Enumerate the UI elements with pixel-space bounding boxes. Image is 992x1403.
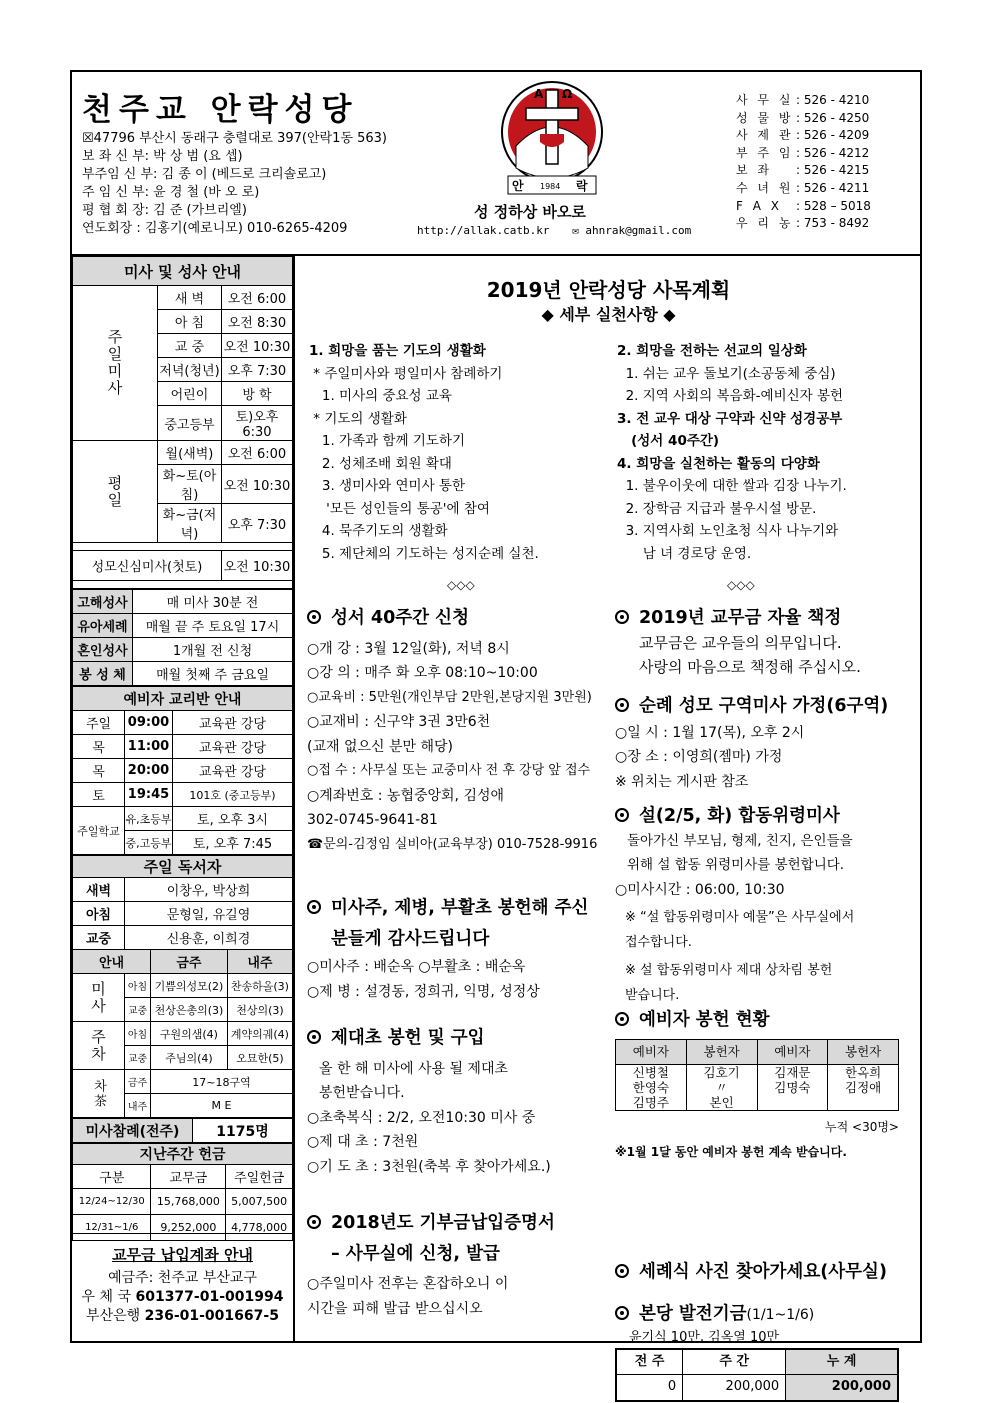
phone-number: : 753 - 8492 [796,216,870,231]
mass-name: 월(새벽) [158,441,222,465]
newyear-note: ※ “설 합동위령미사 예물”은 사무실에서 [625,910,855,925]
circle-bullet-icon [615,610,629,624]
catechumen-offer-table [615,1039,899,1112]
phone-row [736,162,871,180]
staff-line: 보 좌 신 부: 박 상 범 (요 셉) [82,149,243,164]
class-place: 교육관 강당 [173,711,293,735]
plan-subtitle: ◆ 세부 실천사항 ◆ [541,305,676,324]
mass-time: 오전 10:30 [221,465,292,504]
plan-item: (성서 40주간) [617,433,720,449]
newyear-note: ※ 설 합동위령미사 제대 상차림 봉헌 [625,963,833,978]
mass-name: 화~토(아침) [158,465,222,504]
fund-donors: 윤기식 10만, 김옥열 10만 [629,1329,780,1345]
mass-name: 저녁(청년) [158,358,222,382]
omega-text: Ω [562,87,573,101]
divider-right: ◇◇◇ [727,578,755,592]
catechumen-offer-section [615,1008,899,1164]
logo-year: 1984 [540,182,561,191]
duty-this: 주님의(4) [151,1046,228,1070]
visit-line: ○장 소 : 이영희(젬마) 가정 [615,749,783,765]
newyear-note: 받습니다. [625,987,680,1003]
phone-row [736,145,871,163]
reader-slot: 새벽 [73,878,125,902]
attendance-table [72,1118,293,1143]
spacer [73,581,293,589]
mail-icon: ✉ [572,224,579,237]
phone-row [736,110,871,128]
duty-slot: 내주 [125,1094,151,1118]
phone-label: 사 무 실 [736,93,794,107]
duty-this: 기쁨의성모(2) [151,974,228,998]
sacrament-value: 매 미사 30분 전 [133,590,293,614]
bank-account: 부산은행 236-01-001667-5 [86,1308,279,1324]
plan-item: 4. 묵주기도의 생활화 [309,523,448,539]
spacer [73,543,293,551]
mass-name: 교 중 [158,334,222,358]
phone-number: : 526 - 4250 [796,110,870,125]
mass-time: 방 학 [221,382,292,406]
phone-number: : 526 - 4209 [796,128,870,143]
fund-week: 200,000 [683,1375,786,1401]
plan-item: 남 녀 경로당 운영. [617,545,752,562]
staff-line: 평 협 회 장: 김 준 (가브리엘) [82,203,247,218]
plan-item: 4. 희망을 실천하는 활동의 다양화 [617,455,820,472]
bible-line: ☎문의-김정임 실비아(교육부장) 010-7528-9916 [307,836,598,852]
sunday-label: 주일미사 [73,286,158,441]
phone-label: 부 주 임 [736,145,794,160]
candle-line: ○제 대 초 : 7천원 [307,1134,419,1150]
fund-total: 200,000 [786,1375,898,1401]
class-time: 11:00 [125,735,173,759]
mass-time: 오전 10:30 [221,334,292,358]
duty-slot: 교중 [125,1046,151,1070]
attendance-label: 미사참례(전주) [73,1119,193,1143]
post-account: 우 체 국 601377-01-001994 [81,1289,284,1305]
offering-table [72,1143,293,1241]
offer-note: ※1월 1달 동안 예비자 봉헌 계속 받습니다. [615,1144,847,1159]
receipt-line: ○주일미사 전후는 혼잡하오니 이 [307,1276,509,1292]
circle-bullet-icon [615,1012,629,1026]
duty-this: 구원의샘(4) [151,1022,228,1046]
duty-tea-label: 차茶 [73,1070,125,1118]
plan-item: 3. 생미사와 연미사 통한 [309,478,465,494]
attendance-value: 1175명 [193,1119,293,1143]
address: ☒47796 부산시 동래구 충렬대로 397(안락1동 563) [82,131,387,146]
account-box [72,1233,293,1341]
phone-label: 우 리 농 [736,216,794,231]
candles-section [307,1026,551,1179]
sacrament-value: 1개월 전 신청 [133,638,293,662]
staff-line: 주 임 신 부: 윤 경 철 (바 오 로) [82,185,260,200]
offering-dues: 15,768,000 [151,1189,226,1215]
newyear-title: 설(2/5, 화) 합동위령미사 [615,804,854,829]
circle-bullet-icon [615,1264,629,1278]
plan-item: 2. 지역 사회의 복음화-예비신자 봉헌 [617,388,844,404]
class-time: 20:00 [125,759,173,783]
plan-item: 1. 불우이웃에 대한 쌀과 김장 나누기. [617,478,847,494]
phone-list [736,92,871,233]
sacrament-name: 고해성사 [73,590,133,614]
mass-time: 토)오후 6:30 [221,406,292,441]
circle-bullet-icon [615,698,629,712]
circle-bullet-icon [615,1306,629,1320]
offering-head: 주일헌금 [226,1165,293,1189]
offering-period: 12/31~1/6 [73,1215,151,1241]
offer-cell: 신병철 한영숙 김명주 [616,1065,687,1111]
fund-table [615,1348,899,1402]
visit-section [615,694,888,794]
donors-section [307,896,588,1004]
circle-bullet-icon [307,610,321,624]
plan-right-list [617,340,847,565]
offer-cell: 김호기 〃 본인 [686,1065,757,1111]
phone-row [736,92,871,110]
offering-period: 12/24~12/30 [73,1189,151,1215]
duty-next: 천상의(3) [227,998,292,1022]
mass-name: 새 벽 [158,286,222,310]
patron-saint: 성 정하상 바오로 [474,203,586,221]
plan-item: 1. 쉬는 교우 돌보기(소공동체 중심) [617,365,836,382]
staff-line: 연도회장 : 김홍기(예로니모) 010-6265-4209 [82,221,348,236]
sacrament-name: 유아세례 [73,614,133,638]
school-time: 토, 오후 3시 [173,807,293,831]
class-time: 09:00 [125,711,173,735]
header [72,72,920,256]
candle-line: ○초축복식 : 2/2, 오전10:30 미사 중 [307,1109,536,1126]
mass-time: 오후 7:30 [221,358,292,382]
duty-head: 내주 [227,950,292,974]
duty-mass-label: 미사 [73,974,125,1022]
donors-title-2: 분들게 감사드립니다 [331,928,490,949]
baptism-section [615,1260,887,1285]
alpha-text: A [534,87,544,101]
offer-head: 예비자 [616,1039,687,1065]
candle-line: 봉헌받습니다. [319,1085,405,1101]
contact-web [417,224,691,237]
school-name: 중,고등부 [125,831,173,855]
catechumen-table [72,686,293,855]
circle-bullet-icon [615,808,629,822]
duty-this: 천상은총의(3) [151,998,228,1022]
circle-bullet-icon [307,1215,321,1229]
class-day: 주일 [73,711,125,735]
phone-number: : 526 - 4215 [796,163,870,178]
tea-value: 17~18구역 [151,1070,293,1094]
sacrament-value: 매월 끝 주 토요일 17시 [133,614,293,638]
reader-names: 문형일, 유길영 [125,902,293,926]
catechumen-title: 예비자 교리반 안내 [73,687,293,711]
newyear-line: ○미사시간 : 06:00, 10:30 [615,881,785,898]
logo-right-text: 락 [576,179,588,193]
receipt-title-2: – 사무실에 신청, 발급 [331,1243,500,1264]
mass-time: 오전 6:00 [221,441,292,465]
candles-title: 제대초 봉헌 및 구입 [307,1026,551,1051]
receipt-line: 시간을 피해 발급 받으십시오 [307,1300,483,1317]
sacrament-table [72,589,293,686]
logo-left-text: 안 [512,179,524,193]
class-time: 19:45 [125,783,173,807]
fund-head: 누 계 [786,1349,898,1375]
phone-row [736,215,871,233]
duty-slot: 아침 [125,1022,151,1046]
donor-line: ○제 병 : 설경동, 정희귀, 익명, 성정상 [307,983,540,1000]
class-place: 교육관 강당 [173,735,293,759]
bible-line: ○개 강 : 3월 12일(화), 저녁 8시 [307,640,510,657]
offer-cell: 한옥희 김정애 [828,1065,899,1111]
newyear-section [615,804,854,1008]
bible-line: (교재 없으신 분만 해당) [307,738,453,755]
reader-slot: 교중 [73,926,125,950]
duty-slot: 아침 [125,974,151,998]
fund-prev: 0 [616,1375,683,1401]
class-day: 목 [73,759,125,783]
baptism-title: 세례식 사진 찾아가세요(사무실) [615,1260,887,1285]
plan-item: 1. 가족과 함께 기도하기 [309,433,465,449]
offer-cell: 김재문 김명숙 [757,1065,828,1111]
school-name: 유,초등부 [125,807,173,831]
plan-item: 1. 미사의 중요성 교육 [309,388,452,404]
bible-line: ○교재비 : 신구약 3권 3만6천 [307,714,491,730]
plan-title: 2019년 안락성당 사목계획 [486,278,731,302]
duty-slot: 금주 [125,1070,151,1094]
circle-bullet-icon [307,1030,321,1044]
plan-item: '모든 성인들의 통공'에 참여 [309,500,490,517]
candle-line: 올 한 해 미사에 사용 될 제대초 [319,1060,508,1077]
donors-title: 미사주, 제병, 부활초 봉헌해 주신 [307,896,588,921]
duty-car-label: 주차 [73,1022,125,1070]
phone-number: : 526 - 4211 [796,180,870,195]
bible-line: ○접 수 : 사무실 또는 교중미사 전 후 강당 앞 접수 [307,763,591,778]
offer-head: 봉헌자 [686,1039,757,1065]
offering-dues: 9,252,000 [151,1215,226,1241]
mass-table [72,256,293,589]
account-title: 교무금 납입계좌 안내 [112,1246,253,1264]
donor-line: ○미사주 : 배순옥 ○부활초 : 배순옥 [307,959,526,975]
bible-section [307,606,597,857]
offer-total: 누적 <30명> [825,1120,899,1134]
class-place: 교육관 강당 [173,759,293,783]
bible-line: 302-0745-9641-81 [307,812,438,828]
duty-slot: 교중 [125,998,151,1022]
readers-table [72,855,293,1118]
dues-section [615,606,861,680]
bulletin-frame [70,70,922,1394]
phone-row [736,198,871,216]
email-link[interactable]: ahnrak@gmail.com [585,224,692,237]
plan-item: * 기도의 생활화 [309,410,407,427]
sacrament-value: 매월 첫째 주 금요일 [133,662,293,686]
phone-number: : 526 - 4210 [796,93,870,107]
receipt-section [307,1211,555,1321]
fund-title: 본당 발전기금(1/1~1/6) [615,1302,899,1328]
reader-names: 이창우, 박상희 [125,878,293,902]
duty-next: 찬송하올(3) [227,974,292,998]
class-place: 101호 (중고등부) [173,783,293,807]
candle-line: ○기 도 초 : 3천원(축복 후 찾아가세요.) [307,1158,551,1175]
fund-head: 주 간 [683,1349,786,1375]
plan-item: * 주일미사와 평일미사 참례하기 [309,365,503,382]
phone-label: 보 좌 [736,163,772,178]
plan-item: 1. 희망을 품는 기도의 생활화 [309,343,486,359]
plan-item: 3. 지역사회 노인초청 식사 나누기와 [617,523,839,539]
phone-row [736,127,871,145]
phone-label: 사 제 관 [736,128,794,143]
bible-line: ○교육비 : 5만원(개인부담 2만원,본당지원 3만원) [307,689,592,705]
phone-label: 성 물 방 [736,110,794,125]
duty-head: 금주 [151,950,228,974]
bible-line: ○강 의 : 매주 화 오후 08:10~10:00 [307,665,538,681]
reader-slot: 아침 [73,902,125,926]
bible-title: 성서 40주간 신청 [307,606,597,631]
duty-next: 오묘한(5) [227,1046,292,1070]
weekday-label: 평일 [73,441,158,543]
visit-line: ○일 시 : 1월 17(목), 오후 2시 [615,724,805,741]
offering-sunday: 5,007,500 [226,1189,293,1215]
school-time: 토, 오후 7:45 [173,831,293,855]
phone-number: : 528 – 5018 [796,198,871,213]
mass-name: 중고등부 [158,406,222,441]
sacrament-name: 혼인성사 [73,638,133,662]
left-sidebar [72,256,295,1341]
heart-mass-name: 성모신심미사(첫토) [73,551,222,581]
dues-title: 2019년 교무금 자율 책정 [615,606,861,631]
dues-line: 사랑의 마음으로 책정해 주십시오. [639,658,861,676]
account-holder: 예금주: 천주교 부산교구 [108,1270,257,1286]
newyear-line: 돌아가신 부모님, 형제, 친지, 은인들을 [627,832,853,849]
sunday-school-label: 주일학교 [73,807,125,855]
website-link[interactable]: http://allak.catb.kr [417,224,550,237]
mass-title: 미사 및 성사 안내 [73,257,293,286]
tea-value: M E [151,1094,293,1118]
offering-sunday: 4,778,000 [226,1215,293,1241]
class-day: 목 [73,735,125,759]
address-block [82,130,387,238]
mass-name: 아 침 [158,310,222,334]
plan-item: 5. 제단체의 기도하는 성지순례 실천. [309,545,539,562]
reader-names: 신용훈, 이희경 [125,926,293,950]
mass-time: 오후 7:30 [221,504,292,543]
plan-left-list [309,340,539,565]
plan-item: 2. 장학금 지급과 불우시설 방문. [617,500,817,517]
duty-head: 안내 [73,950,151,974]
mass-name: 어린이 [158,382,222,406]
readers-title: 주일 독서자 [73,856,293,878]
phone-label: F A X [736,198,782,213]
mass-time: 오전 6:00 [221,286,292,310]
circle-bullet-icon [307,900,321,914]
newyear-line: 위해 설 합동 위령미사를 봉헌합니다. [627,857,845,873]
catechumen-offer-title: 예비자 봉헌 현황 [615,1008,899,1033]
sacrament-name: 봉 성 체 [73,662,133,686]
offering-head: 교무금 [151,1165,226,1189]
offer-head: 봉헌자 [828,1039,899,1065]
main-content [297,256,920,1394]
fund-head: 전 주 [616,1349,683,1375]
plan-item: 3. 전 교우 대상 구약과 신약 성경공부 [617,410,843,427]
visit-title: 순례 성모 구역미사 가정(6구역) [615,694,888,719]
class-day: 토 [73,783,125,807]
staff-line: 부주임 신 부: 김 종 이 (베드로 크리솔로고) [82,167,327,182]
plan-item: 2. 희망을 전하는 선교의 일상화 [617,343,807,359]
newyear-note: 접수합니다. [625,934,692,950]
offering-head: 구분 [73,1165,151,1189]
parish-logo [496,78,608,202]
visit-line: ※ 위치는 게시판 참조 [615,773,749,790]
heart-mass-time: 오전 10:30 [221,551,292,581]
divider-left: ◇◇◇ [447,578,475,592]
dues-line: 교무금은 교우들의 의무입니다. [639,633,842,652]
receipt-title: 2018년도 기부금납입증명서 [307,1211,555,1236]
offer-head: 예비자 [757,1039,828,1065]
phone-label: 수 녀 원 [736,180,794,195]
phone-number: : 526 - 4212 [796,145,870,160]
phone-row [736,180,871,198]
mass-time: 오전 8:30 [221,310,292,334]
fund-section [615,1302,899,1402]
bible-line: ○계좌번호 : 농협중앙회, 김성애 [307,787,505,804]
church-title: 천주교 안락성당 [82,92,359,128]
duty-next: 계약의궤(4) [227,1022,292,1046]
plan-item: 2. 성체조배 회원 확대 [309,455,452,472]
offering-title: 지난주간 헌금 [73,1144,293,1165]
mass-name: 화~금(저녁) [158,504,222,543]
